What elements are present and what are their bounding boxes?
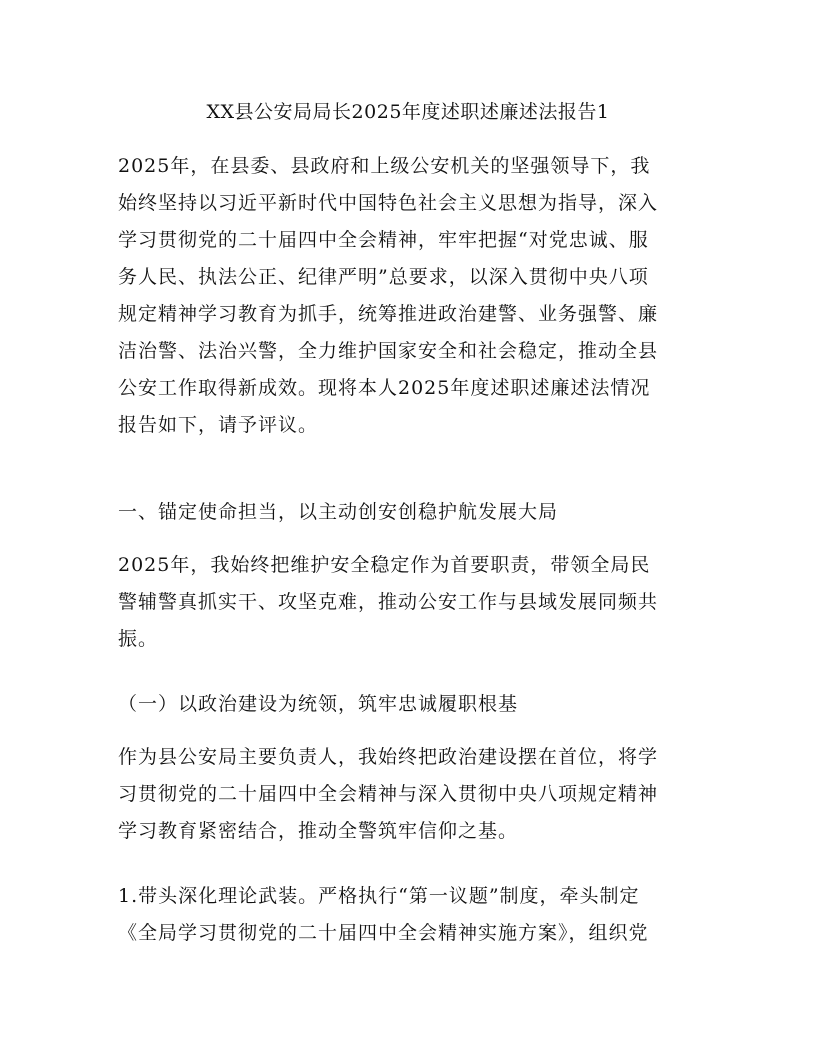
text-line: 作为县公安局主要负责人，我始终把政治建设摆在首位，将学 bbox=[118, 746, 659, 768]
text-line: 规定精神学习教育为抓手，统筹推进政治建警、业务强警、廉 bbox=[118, 303, 659, 325]
text-line: 公安工作取得新成效。现将本人2025年度述职述廉述法情况 bbox=[118, 377, 651, 399]
heading-line: （一）以政治建设为统领，筑牢忠诚履职根基 bbox=[118, 693, 519, 715]
text-line: 学习贯彻党的二十届四中全会精神，牢牢把握“对党忠诚、服 bbox=[118, 229, 649, 251]
subsection-1-paragraph bbox=[118, 739, 698, 850]
section-1-heading bbox=[118, 494, 698, 531]
text-line: 振。 bbox=[118, 628, 159, 650]
text-line: 报告如下，请予评议。 bbox=[118, 414, 319, 436]
text-line: 2025年，我始终把维护安全稳定作为首要职责，带领全局民 bbox=[118, 554, 651, 576]
section-1-paragraph bbox=[118, 547, 698, 658]
text-line: 洁治警、法治兴警，全力维护国家安全和社会稳定，推动全县 bbox=[118, 340, 659, 362]
text-line: 始终坚持以习近平新时代中国特色社会主义思想为指导，深入 bbox=[118, 192, 659, 214]
text-line: 务人民、执法公正、纪律严明”总要求，以深入贯彻中央八项 bbox=[118, 266, 649, 288]
subsection-1-heading bbox=[118, 686, 698, 723]
text-line: 1.带头深化理论武装。严格执行“第一议题”制度，牵头制定 bbox=[118, 885, 640, 907]
text-line: 习贯彻党的二十届四中全会精神与深入贯彻中央八项规定精神 bbox=[118, 783, 659, 805]
item-1-paragraph bbox=[118, 878, 698, 952]
intro-paragraph bbox=[118, 148, 698, 444]
text-line: 2025年，在县委、县政府和上级公安机关的坚强领导下，我 bbox=[118, 155, 651, 177]
text-line: 警辅警真抓实干、攻坚克难，推动公安工作与县域发展同频共 bbox=[118, 591, 659, 613]
document-title: XX县公安局局长2025年度述职述廉述法报告1 bbox=[206, 101, 610, 123]
text-line: 《全局学习贯彻党的二十届四中全会精神实施方案》，组织党 bbox=[118, 922, 649, 944]
text-line: 学习教育紧密结合，推动全警筑牢信仰之基。 bbox=[118, 820, 519, 842]
heading-line: 一、锚定使命担当，以主动创安创稳护航发展大局 bbox=[118, 501, 559, 523]
